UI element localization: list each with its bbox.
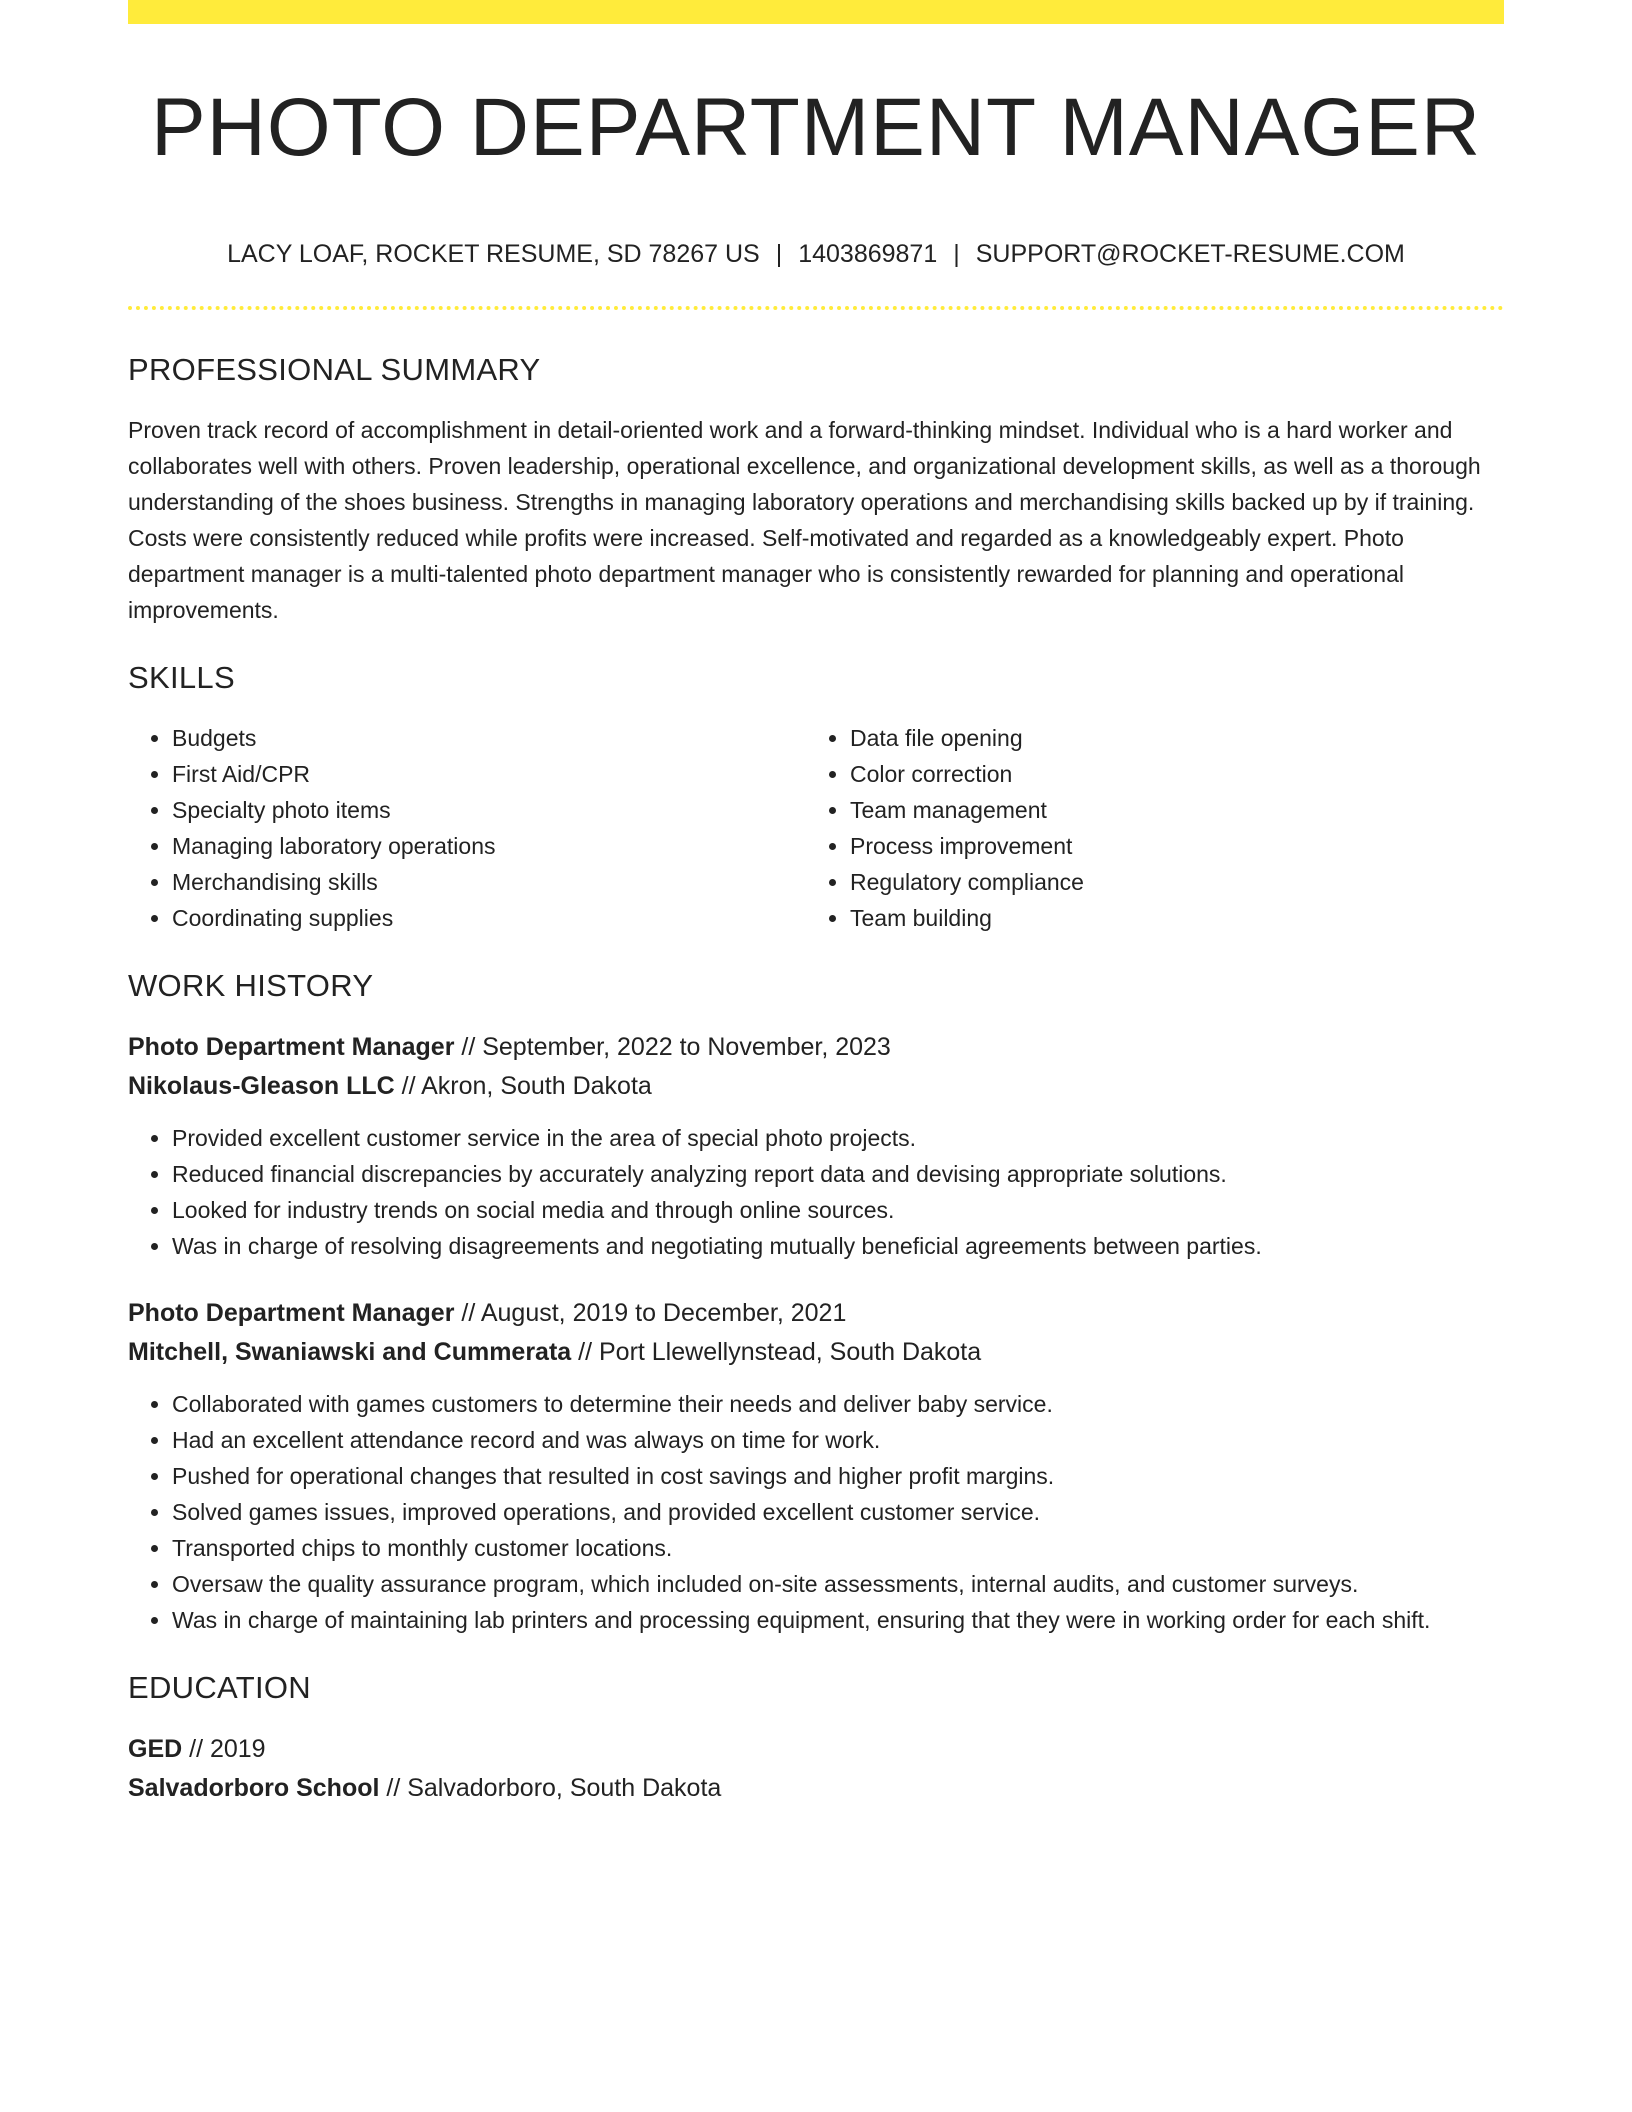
skill-item: • Coordinating supplies (172, 900, 806, 936)
work-history-heading: WORK HISTORY (128, 968, 374, 1003)
job-title-line (128, 1028, 1504, 1067)
skill-item: • First Aid/CPR (172, 756, 806, 792)
job-entry (128, 1294, 1504, 1638)
job-bullet: • Transported chips to monthly customer locations. (172, 1530, 1504, 1566)
job-bullets (128, 1386, 1504, 1638)
job-company-line (128, 1333, 1504, 1372)
skill-item: • Color correction (850, 756, 1484, 792)
job-location: // Akron, South Dakota (394, 1072, 652, 1100)
job-bullet: • Pushed for operational changes that resulted in cost savings and higher profit margins. (172, 1458, 1504, 1494)
education-school: Salvadorboro School (128, 1774, 380, 1802)
job-bullet: • Was in charge of maintaining lab printers and processing equipment, ensuring that they were in working order for each shift. (172, 1602, 1504, 1638)
job-entry (128, 1028, 1504, 1264)
job-bullet: • Looked for industry trends on social media and through online sources. (172, 1192, 1504, 1228)
dotted-divider (128, 306, 1504, 310)
contact-line (128, 236, 1504, 272)
contact-separator: | (775, 240, 783, 268)
job-bullet: • Had an excellent attendance record and was always on time for work. (172, 1422, 1504, 1458)
job-bullet: • Provided excellent customer service in the area of special photo projects. (172, 1120, 1504, 1156)
contact-phone: 1403869871 (798, 240, 938, 268)
job-bullet: • Reduced financial discrepancies by accurately analyzing report data and devising appropriate solutions. (172, 1156, 1504, 1192)
skills-right-column (806, 720, 1484, 936)
skills-columns (128, 720, 1504, 936)
education-degree: GED (128, 1735, 183, 1763)
job-company: Mitchell, Swaniawski and Cummerata (128, 1338, 572, 1366)
contact-separator: | (953, 240, 960, 268)
skill-item: • Process improvement (850, 828, 1484, 864)
skill-item: • Data file opening (850, 720, 1484, 756)
job-title: Photo Department Manager (128, 1299, 455, 1327)
job-company: Nikolaus-Gleason LLC (128, 1072, 395, 1100)
education-year: // 2019 (182, 1735, 266, 1763)
contact-email: SUPPORT@ROCKET-RESUME.COM (975, 240, 1405, 268)
job-bullet: • Oversaw the quality assurance program, which included on-site assessments, internal audits, and customer surveys. (172, 1566, 1504, 1602)
accent-top-bar (128, 0, 1504, 24)
skill-item: • Team building (850, 900, 1484, 936)
job-bullets (128, 1120, 1504, 1264)
skill-item: • Regulatory compliance (850, 864, 1484, 900)
job-title: Photo Department Manager (128, 1033, 455, 1061)
skill-item: • Specialty photo items (172, 792, 806, 828)
job-dates: // September, 2022 to November, 2023 (454, 1033, 891, 1061)
job-dates: // August, 2019 to December, 2021 (454, 1299, 847, 1327)
summary-text: Proven track record of accomplishment in detail-oriented work and a forward-thinking mindset. Individual who is a hard worker and collaborates well with others. Proven leadership, operational excellence, and organizational development skills, as well as a thorough understanding of the shoes business. Strengths in managing laboratory operations and merchandising skills backed up by if training. Costs were consistently reduced while profits were increased. Self-motivated and regarded as a knowledgeably expert. Photo department manager is a multi-talented photo department manager who is consistently rewarded for planning and operational improvements. (128, 417, 1481, 623)
skills-heading: SKILLS (128, 660, 235, 695)
skills-left-column (128, 720, 806, 936)
education-heading: EDUCATION (128, 1670, 311, 1705)
job-location: // Port Llewellynstead, South Dakota (571, 1338, 982, 1366)
skill-item: • Team management (850, 792, 1484, 828)
education-location: // Salvadorboro, South Dakota (379, 1774, 722, 1802)
page-title: PHOTO DEPARTMENT MANAGER (150, 82, 1482, 173)
job-title-line (128, 1294, 1504, 1333)
resume-content (128, 350, 1504, 1808)
contact-address: LACY LOAF, ROCKET RESUME, SD 78267 US (227, 240, 760, 268)
education-degree-line (128, 1730, 1504, 1769)
summary-heading: PROFESSIONAL SUMMARY (128, 352, 541, 387)
job-bullet: • Was in charge of resolving disagreements and negotiating mutually beneficial agreements between parties. (172, 1228, 1504, 1264)
skill-item: • Managing laboratory operations (172, 828, 806, 864)
job-bullet: • Collaborated with games customers to determine their needs and deliver baby service. (172, 1386, 1504, 1422)
education-school-line (128, 1769, 1504, 1808)
job-bullet: • Solved games issues, improved operations, and provided excellent customer service. (172, 1494, 1504, 1530)
skill-item: • Merchandising skills (172, 864, 806, 900)
skill-item: • Budgets (172, 720, 806, 756)
job-company-line (128, 1067, 1504, 1106)
